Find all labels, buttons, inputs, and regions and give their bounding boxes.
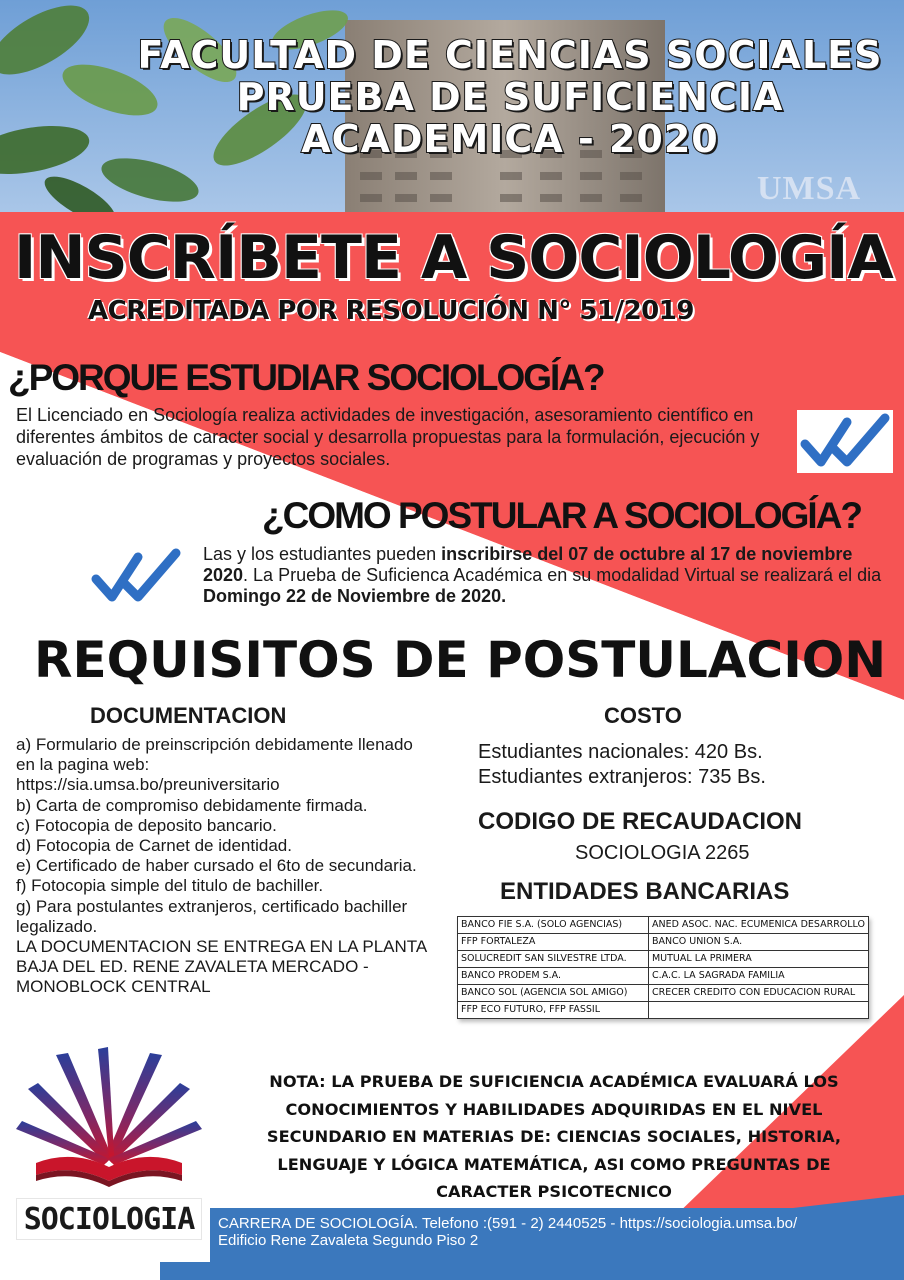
collection-code-heading: CODIGO DE RECAUDACION — [478, 808, 803, 835]
doc-item: c) Fotocopia de deposito bancario. — [16, 815, 277, 835]
requirements-title: REQUISITOS DE POSTULACION — [34, 631, 887, 689]
banks-heading: ENTIDADES BANCARIAS — [500, 878, 790, 905]
how-text-part-1: Las y los estudiantes pueden — [203, 544, 442, 564]
table-cell: BANCO PRODEM S.A. — [458, 968, 649, 985]
table-cell: C.A.C. LA SAGRADA FAMILIA — [648, 968, 868, 985]
banks-table — [457, 916, 869, 1019]
cost-list — [478, 740, 878, 790]
table-cell: BANCO FIE S.A. (SOLO AGENCIAS) — [458, 917, 649, 934]
table-cell: BANCO SOL (AGENCIA SOL AMIGO) — [458, 985, 649, 1002]
cost-heading: COSTO — [604, 703, 682, 728]
doc-item: e) Certificado de haber cursado el 6to de secundaria. — [16, 856, 417, 876]
footer-address: Edificio Rene Zavaleta Segundo Piso 2 — [218, 1232, 479, 1249]
why-text: El Licenciado en Sociología realiza actividades de investigación, asesoramiento científico en diferentes ámbitos de caracter social y desarrolla propuestas para la formulación, ejecución y evaluación de programas y proyectos sociales. — [16, 405, 760, 469]
exam-note: NOTA: LA PRUEBA DE SUFICIENCIA ACADÉMICA EVALUARÁ LOS CONOCIMIENTOS Y HABILIDADES ADQUIRIDAS EN EL NIVEL SECUNDARIO EN MATERIAS DE: CIENCIAS SOCIALES, HISTORIA, LENGUAJE Y LÓGICA MATEMÁTICA, ASI COMO PREGUNTAS DE CARACTER PSICOTECNICO — [266, 1072, 842, 1201]
table-cell: ANED ASOC. NAC. ECUMENICA DESARROLLO — [648, 917, 868, 934]
header-title-line-3: ACADEMICA - 2020 — [301, 117, 719, 161]
table-cell: MUTUAL LA PRIMERA — [648, 951, 868, 968]
table-cell: BANCO UNION S.A. — [648, 934, 868, 951]
cost-foreign: Estudiantes extranjeros: 735 Bs. — [478, 766, 766, 788]
checkmark-icon — [797, 410, 893, 473]
table-cell: FFP ECO FUTURO, FFP FASSIL — [458, 1002, 649, 1019]
documentation-list — [16, 735, 436, 998]
umsa-logo: UMSA — [757, 170, 862, 207]
doc-item: g) Para postulantes extranjeros, certificado bachiller legalizado. — [16, 896, 408, 936]
book-icon — [16, 1045, 202, 1195]
headline: INSCRÍBETE A SOCIOLOGÍA — [14, 223, 893, 293]
collection-code-value: SOCIOLOGIA 2265 — [575, 842, 750, 864]
how-dates: inscribirse del 07 de octubre al 17 de noviembre 2020 — [203, 544, 853, 585]
table-cell: CRECER CREDITO CON EDUCACION RURAL — [648, 985, 868, 1002]
doc-item: a) Formulario de preinscripción debidamente llenado en la pagina web: — [16, 735, 413, 775]
table-cell: FFP FORTALEZA — [458, 934, 649, 951]
doc-item-url: https://sia.umsa.bo/preuniversitario — [16, 775, 280, 795]
how-text-part-2: . La Prueba de Suficienca Académica en su modalidad Virtual se realizará el dia — [243, 565, 882, 585]
doc-item: b) Carta de compromiso debidamente firmada. — [16, 795, 368, 815]
table-row — [458, 968, 869, 985]
how-text — [203, 544, 893, 607]
header-title — [120, 34, 900, 160]
table-row — [458, 917, 869, 934]
how-question: ¿COMO POSTULAR A SOCIOLOGÍA? — [262, 495, 862, 536]
cost-national: Estudiantes nacionales: 420 Bs. — [478, 741, 763, 763]
table-cell: SOLUCREDIT SAN SILVESTRE LTDA. — [458, 951, 649, 968]
table-row — [458, 1002, 869, 1019]
documentation-heading: DOCUMENTACION — [90, 703, 287, 728]
doc-delivery-note: LA DOCUMENTACION SE ENTREGA EN LA PLANTA BAJA DEL ED. RENE ZAVALETA MERCADO - MONOBLOCK CENTRAL — [16, 937, 427, 997]
table-cell — [648, 1002, 868, 1019]
why-question: ¿PORQUE ESTUDIAR SOCIOLOGÍA? — [8, 357, 604, 398]
header-title-line-2: PRUEBA DE SUFICIENCIA — [236, 75, 784, 119]
table-row — [458, 951, 869, 968]
footer-contact: CARRERA DE SOCIOLOGÍA. Telefono :(591 - 2) 2440525 - https://sociologia.umsa.bo/ — [218, 1215, 798, 1232]
doc-item: f) Fotocopia simple del titulo de bachiller. — [16, 876, 324, 896]
sociologia-logo — [16, 1045, 202, 1240]
header-title-line-1: FACULTAD DE CIENCIAS SOCIALES — [137, 33, 883, 77]
table-row — [458, 985, 869, 1002]
logo-text: SOCIOLOGIA — [16, 1198, 202, 1240]
checkmark-icon — [88, 545, 184, 608]
table-row — [458, 934, 869, 951]
how-exam-date: Domingo 22 de Noviembre de 2020. — [203, 586, 507, 606]
footer — [218, 1215, 904, 1249]
doc-item: d) Fotocopia de Carnet de identidad. — [16, 836, 292, 856]
subheadline: ACREDITADA POR RESOLUCIÓN N° 51/2019 — [88, 296, 694, 326]
